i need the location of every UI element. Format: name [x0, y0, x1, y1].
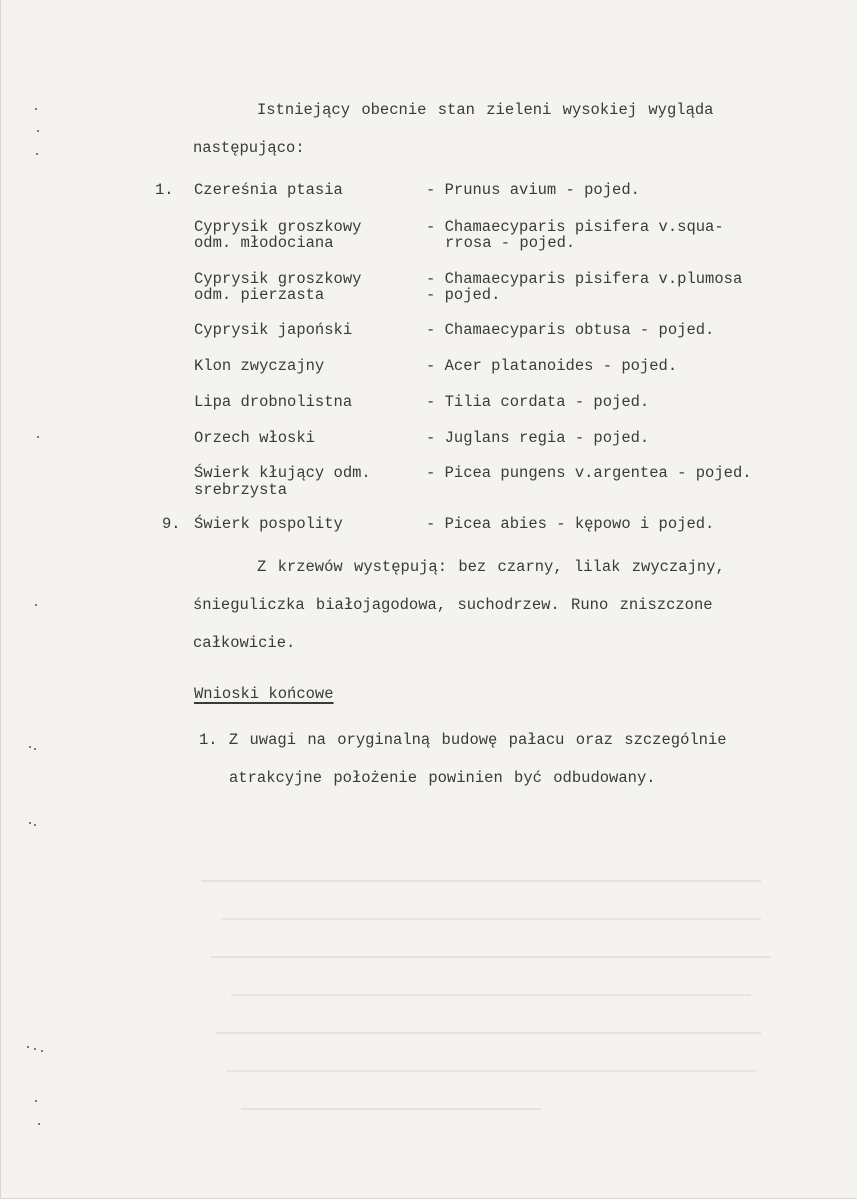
- tree-latin-name: - Chamaecyparis pisifera v.plumosa: [426, 270, 743, 288]
- margin-mark: [34, 748, 36, 750]
- margin-mark: [35, 604, 37, 606]
- margin-mark: [29, 822, 31, 824]
- intro-line-1: Istniejący obecnie stan zieleni wysokiej wygląda: [257, 101, 714, 119]
- margin-mark: [36, 153, 38, 155]
- margin-mark: [37, 130, 39, 132]
- margin-mark: [27, 1046, 29, 1048]
- shrubs-line-2: śnieguliczka białojagodowa, suchodrzew. Runo zniszczone: [193, 596, 713, 614]
- shrubs-line-3: całkowicie.: [193, 634, 296, 652]
- tree-latin-name: - Picea pungens v.argentea - pojed.: [426, 464, 752, 482]
- tree-latin-name: - Chamaecyparis obtusa - pojed.: [426, 321, 715, 339]
- tree-latin-name: - Tilia cordata - pojed.: [426, 393, 650, 411]
- tree-common-name: Cyprysik groszkowy: [194, 218, 362, 236]
- tree-common-name: Świerk pospolity: [194, 515, 343, 533]
- tree-latin-name: rrosa - pojed.: [445, 234, 576, 252]
- margin-mark: [35, 1100, 37, 1102]
- tree-common-name: odm. pierzasta: [194, 286, 325, 304]
- tree-common-name: odm. młodociana: [194, 234, 334, 252]
- tree-common-name: Lipa drobnolistna: [194, 393, 353, 411]
- intro-line-2: następująco:: [193, 139, 305, 157]
- list-number: 1.: [155, 181, 174, 199]
- tree-common-name: Cyprysik japoński: [194, 321, 353, 339]
- margin-mark: [38, 1123, 40, 1125]
- list-number: 9.: [162, 515, 181, 533]
- tree-latin-name: - Acer platanoides - pojed.: [426, 357, 678, 375]
- tree-common-name: Klon zwyczajny: [194, 357, 325, 375]
- margin-mark: [34, 824, 36, 826]
- tree-latin-name: - Chamaecyparis pisifera v.squa-: [426, 218, 724, 236]
- margin-mark: [29, 746, 31, 748]
- tree-common-name: Orzech włoski: [194, 429, 315, 447]
- margin-mark: [41, 1050, 43, 1052]
- margin-mark: [35, 108, 37, 110]
- tree-common-name: Czereśnia ptasia: [194, 181, 343, 199]
- tree-latin-name: - Juglans regia - pojed.: [426, 429, 650, 447]
- tree-latin-name: - Prunus avium - pojed.: [426, 181, 640, 199]
- tree-common-name: Świerk kłujący odm.: [194, 464, 371, 482]
- conclusion-item-1-line-2: atrakcyjne położenie powinien być odbudowany.: [229, 769, 656, 787]
- shrubs-line-1: Z krzewów występują: bez czarny, lilak zwyczajny,: [257, 558, 725, 576]
- tree-common-name: srebrzysta: [194, 481, 288, 499]
- tree-latin-name: - pojed.: [426, 286, 501, 304]
- conclusion-item-1-line-1: 1. Z uwagi na oryginalną budowę pałacu oraz szczególnie: [199, 731, 727, 749]
- tree-common-name: Cyprysik groszkowy: [194, 270, 362, 288]
- conclusions-heading: Wnioski końcowe: [194, 685, 334, 703]
- margin-mark: [34, 1048, 36, 1050]
- margin-mark: [37, 436, 39, 438]
- tree-latin-name: - Picea abies - kępowo i pojed.: [426, 515, 715, 533]
